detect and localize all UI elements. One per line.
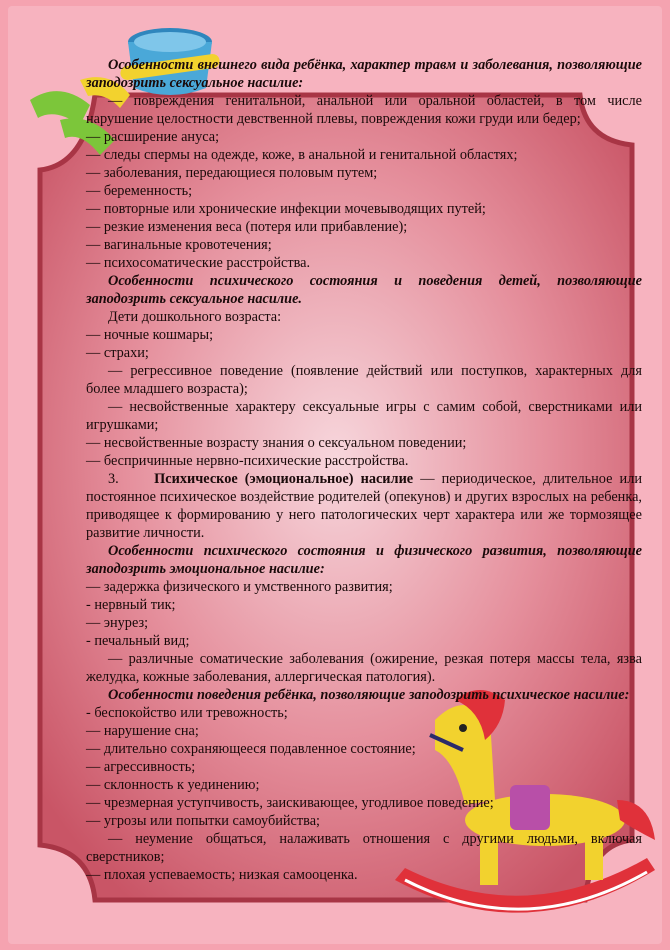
list-item: — беспричинные нервно-психические расстройства. [86,453,409,469]
list-item: - печальный вид; [86,633,190,649]
section-3-number: 3. [108,471,119,487]
list-item: — психосоматические расстройства. [86,255,311,271]
list-item: — энурез; [86,615,149,631]
list-item: — склонность к уединению; [86,777,260,793]
heading-emotional-signs: Особенности психического состояния и физического развития, позволяющие заподозрить эмоциональное насилие: [86,543,642,577]
list-item: — следы спермы на одежде, коже, в анальной и генитальной областях; [86,147,518,163]
list-item: — заболевания, передающиеся половым путем; [86,165,378,181]
list-item: — резкие изменения веса (потеря или прибавление); [86,219,408,235]
list-item: — задержка физического и умственного развития; [86,579,393,595]
list-item: — несвойственные возрасту знания о сексуальном поведении; [86,435,467,451]
heading-psychological-behavior: Особенности поведения ребёнка, позволяющие заподозрить психическое насилие: [108,687,630,703]
list-item: — повторные или хронические инфекции мочевыводящих путей; [86,201,486,217]
list-item: — чрезмерная уступчивость, заискивающее, угодливое поведение; [86,795,494,811]
list-item: — беременность; [86,183,193,199]
list-item: — длительно сохраняющееся подавленное состояние; [86,741,416,757]
list-item: — нарушение сна; [86,723,199,739]
list-item: - нервный тик; [86,597,176,613]
list-item: — расширение ануса; [86,129,220,145]
list-item: — страхи; [86,345,149,361]
section-3-definition: — периодическое, длительное или постоянное психическое воздействие родителей (опекунов) и других взрослых на ребенка, приводящее к формированию у него патологических черт характера или же тормозящее развитие личности. [86,471,642,541]
section-3-paragraph [86,470,642,542]
list-item: — повреждения генитальной, анальной или оральной областей, в том числе нарушение целостности девственной плевы, повреждения кожи груди или бедер; [86,93,642,127]
list-item: — различные соматические заболевания (ожирение, резкая потеря массы тела, язва желудка, кожные заболевания, аллергическая патология). [86,651,642,685]
list-item: — вагинальные кровотечения; [86,237,272,253]
section-3-term: Психическое (эмоциональное) насилие [154,471,414,487]
preschool-label: Дети дошкольного возраста: [108,309,282,325]
list-item: — регрессивное поведение (появление действий или поступков, характерных для более младшего возраста); [86,363,642,397]
document-body [86,56,642,884]
list-item: — агрессивность; [86,759,196,775]
list-item: — ночные кошмары; [86,327,214,343]
list-item: — плохая успеваемость; низкая самооценка. [86,867,358,883]
heading-behavior-signs: Особенности психического состояния и поведения детей, позволяющие заподозрить сексуальное насилие. [86,273,642,307]
list-item: — угрозы или попытки самоубийства; [86,813,321,829]
list-item: — неумение общаться, налаживать отношения с другими людьми, включая сверстников; [86,831,642,865]
list-item: — несвойственные характеру сексуальные игры с самим собой, сверстниками или игрушками; [86,399,642,433]
heading-external-signs: Особенности внешнего вида ребёнка, характер травм и заболевания, позволяющие заподозрить сексуальное насилие: [86,57,642,91]
list-item: - беспокойство или тревожность; [86,705,288,721]
